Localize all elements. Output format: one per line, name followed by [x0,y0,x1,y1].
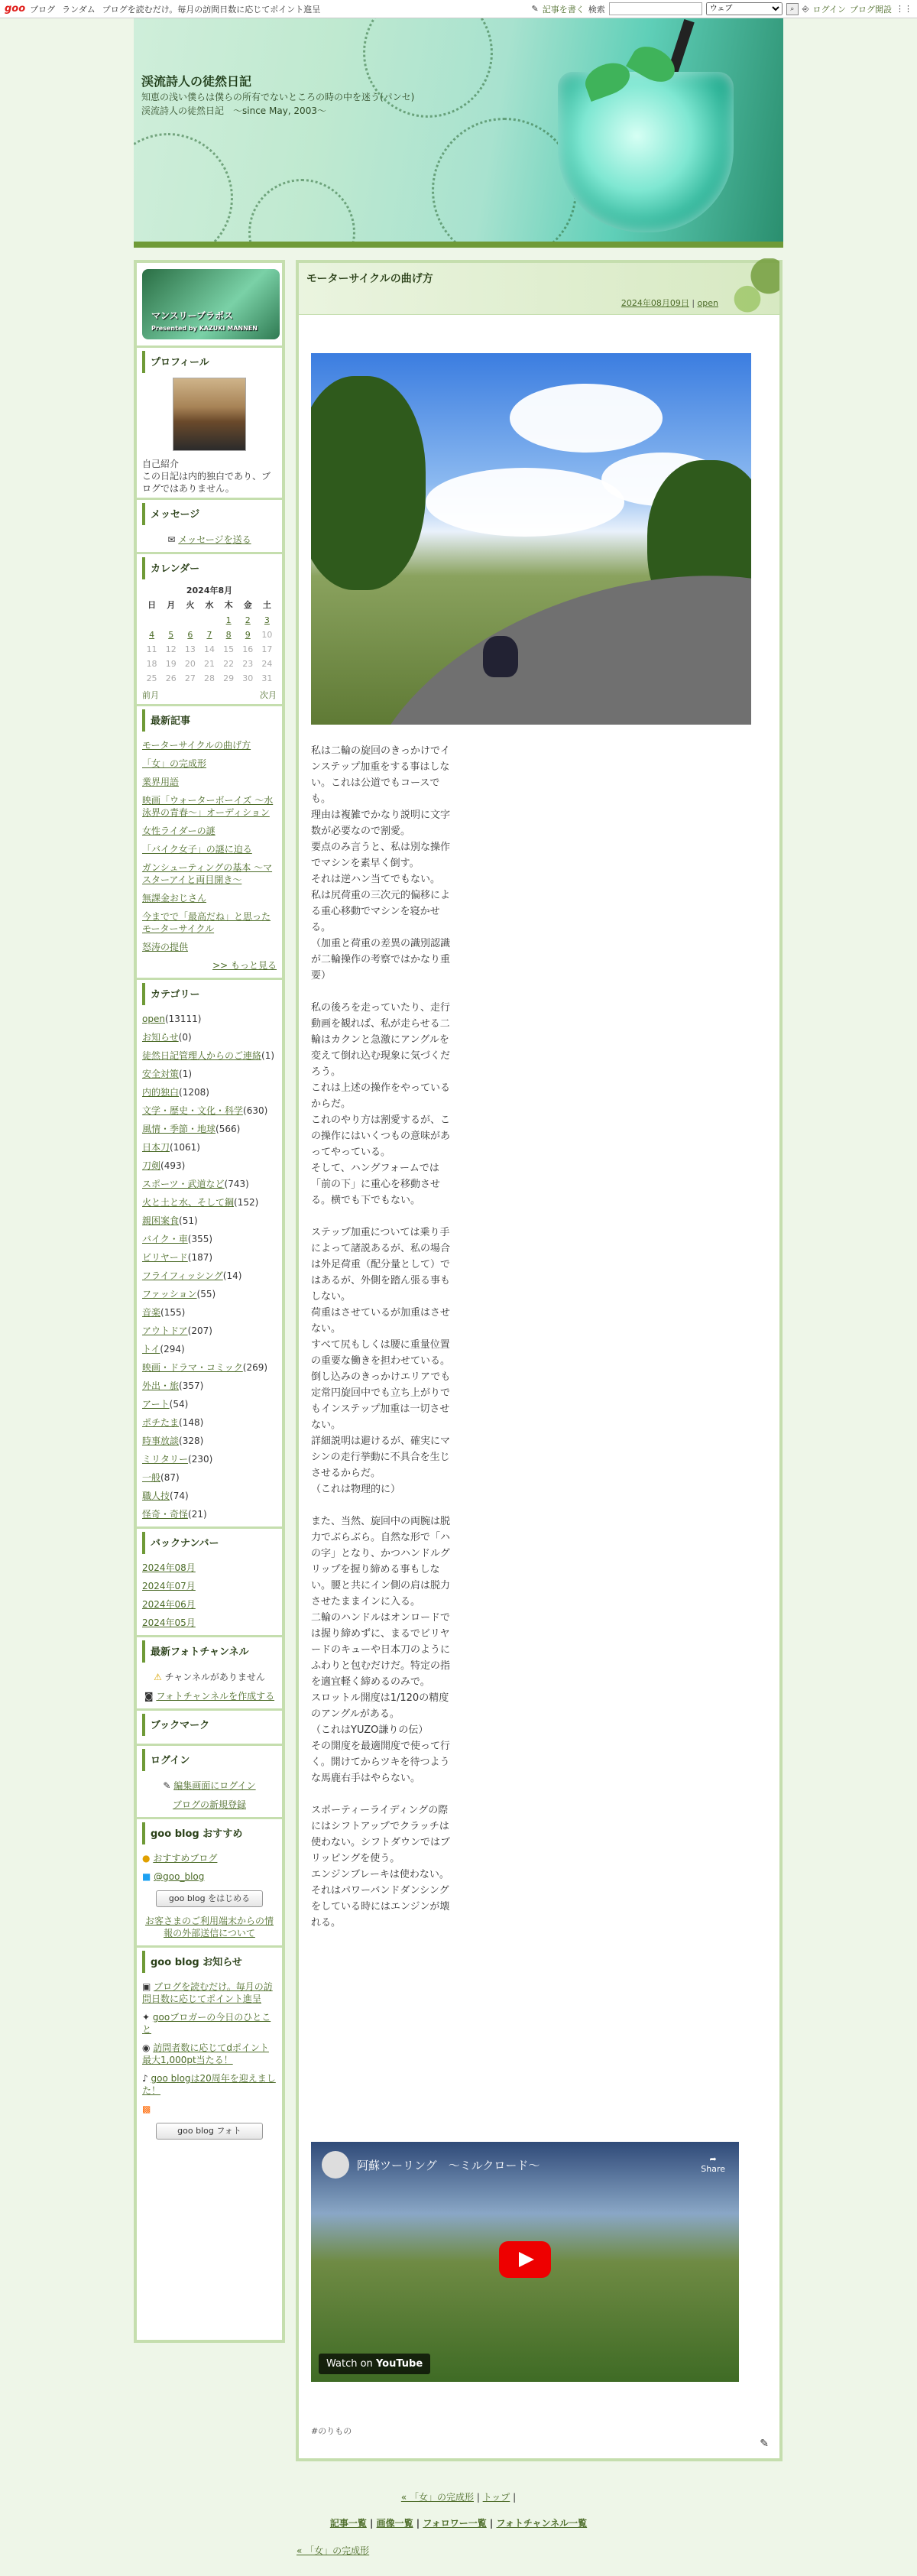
category-count: (14) [222,1270,242,1281]
calendar-day[interactable]: 1 [225,615,232,625]
calendar-table [142,596,277,686]
login-heading: ログイン [142,1749,277,1771]
entry-body: 私は二輪の旋回のきっかけでインステップ加重をする事はしない。これは公道でもコースでも。 理由は複雑でかなり説明に文字数が必要なので割愛。 要点のみ言うと、私は別な操作でマシンを素早く倒す。 それは逆ハン当てでもない。 私は尻荷重の三次元的偏移による重心移動でマシンを寝かせる。 （加重と荷重の差異の識別認識が二輪操作の考察ではかなり重要） 私の後ろを走っていたり、走行動画を観れば、私が走らせる二輪はカクンと急激にアングルを変えて倒れ込む現象に気づくだろう。 これは上述の操作をやっているからだ。 これのやり方は割愛するが、この操作にはいくつもの意味があってやっている。 そして、ハングフォームでは「前の下」に重心を移動させる。横でも下でもない。 ステップ加重については乗り手によって諸説あるが、私の場合は外足荷重（配分量として）ではあるが、外側を踏ん張る事もしない。 荷重はさせているが加重はさせない。 すべて尻もしくは腰に重量位置の重要な働きを担わせている。 倒し込みのきっかけエリアでも定常円旋回中でも立ち上がりでもインステップ加重は一切させない。 詳細説明は避けるが、確実にマシンの走行挙動に不具合を生じさせるからだ。 （これは物理的に） また、当然、旋回中の両腕は脱力でぶらぶら。自然な形で「ハの字」となり、かつハンドルグリップを握り締める事もしない。腰と共にイン側の肩は脱力させたままインに入る。 二輪のハンドルはオンロードでは握り締めずに、まるでビリヤードのキューや日本刀のようにふわりと包むだけだ。特定の指を適宜軽く締めるのみで。 スロットル開度は1/120の精度のアングルがある。 （これはYUZO謙りの伝） その開度を最適開度で使って行く。開けてからツキを待つような馬鹿右手はやらない。 スポーティーライディングの際にはシフトアップでクラッチは使わない。シフトダウンではブリッピングを使う。 エンジンブレーキは使わない。それはパワーバンドダンシングをしている時にはエンジンが壊れる。 [311,745,451,1929]
channel-avatar [322,2151,349,2179]
calendar-day: 19 [165,659,177,669]
category-link[interactable]: 文学・歴史・文化・科学 [142,1105,244,1116]
category-link[interactable]: 親困案食 [142,1215,180,1226]
category-link[interactable]: アウトドア [142,1325,188,1336]
category-count: (87) [160,1472,180,1483]
message-heading: メッセージ [142,503,277,525]
calendar-day: 29 [223,673,235,683]
watch-on-youtube-button[interactable] [319,2354,430,2374]
sidebar [134,260,285,2343]
category-link[interactable]: open [142,1014,165,1024]
category-link[interactable]: ビリヤード [142,1252,188,1263]
menu-grid-icon[interactable]: ⋮⋮ [896,4,912,14]
category-count: (207) [187,1325,212,1336]
login-icon: ⎆ [802,3,809,14]
article-list-link[interactable]: 記事一覧 [329,2518,367,2529]
calendar-day[interactable]: 6 [187,630,193,640]
category-count: (152) [234,1197,259,1208]
calendar-prev-link[interactable]: 前月 [142,690,159,700]
news-box [137,1945,282,2147]
calendar-day: 31 [261,673,273,683]
youtube-logo: YouTube [375,2358,423,2370]
recommend-heading: goo blog おすすめ [142,1822,277,1844]
bookmark-box [137,1708,282,1744]
header-divider [134,242,783,248]
calendar-day[interactable]: 9 [245,630,251,640]
entry-tag[interactable]: #のりもの [311,2426,352,2436]
video-title[interactable]: 阿蘇ツーリング ～ミルクロード～ [357,2159,540,2172]
category-count: (21) [188,1509,207,1520]
blog-description: 知恵の浅い僕らは僕らの所有でないところの時の中を迷う(パンセ) 渓流詩人の徒然日記 ～since May, 2003～ [141,92,424,116]
login-box [137,1744,282,1817]
calendar-day[interactable]: 2 [245,615,251,625]
calendar-day: 11 [146,644,157,654]
calendar-day: 28 [203,673,215,683]
category-link[interactable]: 時事放談 [142,1436,180,1446]
weekday-label: 土 [262,600,271,610]
recommended-blogs-link[interactable]: おすすめブログ [153,1853,218,1864]
calendar-day[interactable]: 8 [225,630,232,640]
lace-decoration [134,133,233,248]
toolbar-link-random[interactable]: ランダム [62,4,96,15]
calendar-day: 23 [242,659,254,669]
entry-container [296,260,783,2461]
youtube-embed[interactable] [311,2142,739,2382]
category-count: (155) [160,1307,186,1318]
entry-category-link[interactable]: open [697,298,718,308]
category-count: (1) [179,1069,193,1079]
tree-shape [311,376,426,590]
category-link[interactable]: 日本刀 [142,1142,170,1153]
calendar-day: 22 [223,659,235,669]
entry-header [299,263,779,315]
pencil-icon: ✎ [163,1780,171,1791]
camera-icon: ◙ [144,1691,154,1702]
login-link[interactable]: ログイン [812,4,846,15]
goo-toolbar [0,0,917,18]
avatar[interactable] [173,378,246,451]
photo-channel-list-link[interactable]: フォトチャンネル一覧 [496,2518,588,2529]
category-link[interactable]: ミリタリー [142,1454,189,1465]
category-count: (493) [160,1160,186,1171]
category-count: (630) [243,1105,268,1116]
play-button[interactable] [499,2241,551,2278]
category-link[interactable]: 徒然日記管理人からのご連絡 [142,1050,262,1061]
recent-post-link[interactable]: 映画「ウォーターボーイズ ～水泳界の青春～」オーディション [142,795,274,818]
nav-separator: | [474,2492,483,2503]
monthly-banner[interactable] [142,269,280,339]
news-link[interactable]: ブログを読むだけ。毎月の訪問日数に応じてポイント進呈 [142,1981,273,2004]
search-label: 検索 [588,4,605,15]
pencil-icon: ✎ [531,4,539,14]
create-photo-channel-link[interactable]: フォトチャンネルを作成する [156,1691,275,1702]
lace-decoration [248,179,355,248]
category-link[interactable]: 音楽 [142,1307,161,1318]
recent-posts-heading: 最新記事 [142,709,277,732]
send-message-link[interactable]: メッセージを送る [178,534,251,545]
share-icon: ➦ [709,2154,717,2164]
top-link[interactable]: トップ [482,2492,510,2503]
twitter-icon: ■ [142,1871,151,1882]
calendar-day: 13 [184,644,196,654]
category-count: (0) [178,1032,192,1043]
calendar-day: 15 [223,644,235,654]
category-link[interactable]: お知らせ [142,1032,179,1043]
category-count: (55) [196,1289,216,1299]
rss-icon[interactable]: ▩ [142,2104,151,2114]
weekday-label: 火 [186,600,195,610]
entry-meta [621,297,718,309]
search-scope-select[interactable] [706,2,783,15]
entry-date-link[interactable]: 2024年08月09日 [621,298,689,308]
weekday-label: 木 [224,600,233,610]
recent-more-link[interactable]: >> もっと見る [212,960,277,971]
register-blog-link[interactable]: ブログの新規登録 [172,1799,246,1810]
edit-login-link[interactable]: 編集画面にログイン [173,1780,256,1791]
recent-post-link[interactable]: ガンシューティングの基本 ～マスターアイと両目開き～ [142,862,273,885]
category-count: (74) [170,1491,189,1501]
calendar-day[interactable]: 4 [149,630,155,640]
backnumber-box [137,1526,282,1635]
calendar-day [161,613,180,628]
goo-logo[interactable]: goo [5,3,26,15]
blog-header [134,18,783,248]
category-count: (230) [188,1454,213,1465]
category-count: (1061) [170,1142,200,1153]
calendar-day[interactable]: 5 [168,630,174,640]
recent-post-link[interactable]: 女性ライダーの謎 [142,826,215,836]
category-count: (51) [179,1215,198,1226]
envelope-icon: ✉ [167,534,176,545]
toolbar-right [532,2,912,15]
bookmark-heading: ブックマーク [142,1714,277,1736]
image-list-link[interactable]: 画像一覧 [376,2518,413,2529]
calendar-day: 27 [184,673,196,683]
category-link[interactable]: 火と土と水、そして鋼 [142,1197,235,1208]
edit-pencil-icon[interactable]: ✎ [760,2438,769,2450]
news-link[interactable]: gooブロガーの今日のひとこと [142,2012,271,2035]
backnumber-link[interactable]: 2024年06月 [142,1599,196,1610]
calendar-day: 20 [184,659,196,669]
category-link[interactable]: 内的独白 [142,1087,180,1098]
motorcycle-shape [483,636,518,677]
news-icon: ◉ [142,2042,151,2053]
category-count: (148) [179,1417,204,1428]
share-button[interactable] [701,2154,725,2174]
category-count: (187) [187,1252,213,1263]
calendar-day: 17 [261,644,273,654]
category-count: (1208) [179,1087,209,1098]
category-link[interactable]: ファッション [142,1289,197,1299]
photo-channel-heading: 最新フォトチャンネル [142,1640,277,1663]
meta-separator: | [689,298,698,308]
search-icon[interactable]: ⌕ [786,3,799,15]
no-channel-text: チャンネルがありません [164,1672,265,1682]
twitter-link[interactable]: @goo_blog [154,1871,205,1882]
banner-box [137,263,282,346]
category-link[interactable]: 職人技 [142,1491,170,1501]
calendar-day [142,613,161,628]
profile-heading: プロフィール [142,351,277,373]
category-count: (54) [169,1399,189,1410]
category-count: (357) [179,1380,204,1391]
recent-post-link[interactable]: 無課金おじさん [142,893,207,904]
news-icon: ♪ [142,2073,148,2084]
category-count: (269) [242,1362,268,1373]
calendar-day: 10 [261,630,273,640]
backnumber-heading: バックナンバー [142,1532,277,1554]
category-link[interactable]: 外出・旅 [142,1380,180,1391]
category-link[interactable]: バイク・車 [142,1234,188,1244]
recent-post-link[interactable]: 今までで「最高だね」と思ったモーターサイクル [142,911,271,934]
calendar-month: 2024年8月 [186,586,233,595]
motorcycle-road-photo[interactable] [311,353,751,725]
data-notice-link[interactable]: お客さまのご利用端末からの情報の外部送信について [144,1916,274,1938]
recent-post-link[interactable]: 業界用語 [142,777,180,787]
calendar-heading: カレンダー [142,557,277,579]
category-count: (13111) [164,1014,202,1024]
profile-label: 自己紹介 [142,459,180,469]
recent-post-link[interactable]: 「女」の完成形 [142,758,207,769]
profile-box [137,346,282,498]
news-icon: ✦ [142,2012,151,2023]
prev-entry-link[interactable]: « 「女」の完成形 [400,2492,474,2503]
calendar-next-link[interactable]: 次月 [260,690,277,700]
mint-drink-image [558,72,734,232]
nav-separator: | [510,2492,517,2503]
category-count: (294) [160,1344,185,1355]
calendar-day: 14 [203,644,215,654]
category-count: (1) [261,1050,275,1061]
banner-title: マンスリーブラポス [151,310,234,321]
follower-list-link[interactable]: フォロワー一覧 [423,2518,487,2529]
goo-blog-photo-button[interactable]: goo blog フォト [156,2123,263,2140]
category-link[interactable]: 怪奇・奇怪 [142,1509,189,1520]
write-article-link[interactable]: 記事を書く [542,4,585,15]
calendar-day: 18 [146,659,157,669]
calendar-day: 16 [242,644,254,654]
recent-posts-box [137,704,282,978]
calendar-day: 24 [261,659,273,669]
weekday-label: 月 [167,600,176,610]
leaf-corner-decoration [726,258,779,316]
category-box [137,978,282,1526]
calendar-day[interactable]: 7 [206,630,212,640]
backnumber-link[interactable]: 2024年08月 [142,1562,196,1573]
recent-post-link[interactable]: 怒涛の提供 [142,942,189,952]
lightbulb-icon: ● [142,1853,151,1864]
blog-start-link[interactable]: ブログ開設 [850,4,892,15]
weekday-label: 日 [147,600,157,610]
backnumber-link[interactable]: 2024年05月 [142,1617,196,1628]
backnumber-link[interactable]: 2024年07月 [142,1581,196,1591]
category-link[interactable]: 映画・ドラマ・コミック [142,1362,243,1373]
start-goo-blog-button[interactable]: goo blog をはじめる [156,1890,263,1907]
category-link[interactable]: 刀剣 [142,1160,161,1171]
cloud-shape [426,468,624,537]
watch-on-label: Watch on [326,2358,373,2370]
category-link[interactable]: フライフィッシング [142,1270,223,1281]
recommend-box [137,1817,282,1945]
calendar-day [180,613,199,628]
calendar-day: 21 [203,659,215,669]
category-link[interactable]: スポーツ・武道など [142,1179,225,1189]
weekday-label: 金 [243,600,252,610]
warning-icon: ⚠ [154,1672,162,1682]
recent-post-link[interactable]: 「バイク女子」の謎に迫る [142,844,252,855]
category-count: (566) [215,1124,241,1134]
recent-post-link[interactable]: モーターサイクルの曲げ方 [142,740,251,751]
calendar-day: 30 [242,673,254,683]
cloud-shape [510,384,663,453]
banner-subtitle: Presented by KAZUKI MANNEN [151,325,258,332]
calendar-day: 25 [146,673,157,683]
calendar-day [199,613,219,628]
weekday-label: 水 [205,600,214,610]
lace-decoration [432,118,577,248]
news-icon: ▣ [142,1981,151,1992]
calendar-day: 26 [165,673,177,683]
blog-title[interactable]: 渓流詩人の徒然日記 [141,74,252,89]
news-link[interactable]: goo blogは20周年を迎えました！ [142,2073,276,2096]
news-link[interactable]: 訪問者数に応じてdポイント最大1,000pt当たる！ [142,2042,269,2065]
bottom-prev-nav [296,2544,369,2557]
message-box [137,498,282,552]
category-link[interactable]: 風情・季節・地球 [142,1124,216,1134]
category-heading: カテゴリー [142,983,277,1005]
calendar-day: 12 [165,644,177,654]
share-label: Share [701,2164,725,2174]
category-count: (743) [224,1179,249,1189]
category-link[interactable]: アート [142,1399,170,1410]
bottom-prev-entry-link[interactable]: « 「女」の完成形 [296,2545,370,2556]
list-links: 記事一覧 | 画像一覧 | フォロワー一覧 | フォトチャンネル一覧 [329,2518,588,2529]
category-link[interactable]: トイ [142,1344,160,1355]
toolbar-link-points[interactable]: ブログを読むだけ。毎月の訪問日数に応じてポイント進呈 [102,4,321,15]
calendar-box [137,552,282,704]
category-link[interactable]: ポチたま [142,1417,180,1428]
photo-channel-box [137,1635,282,1708]
category-count: (328) [179,1436,204,1446]
category-link[interactable]: 安全対策 [142,1069,180,1079]
entry-title[interactable]: モーターサイクルの曲げ方 [306,273,433,285]
calendar-day[interactable]: 3 [264,615,270,625]
category-link[interactable]: 一般 [142,1472,161,1483]
entry-navigation [0,2490,917,2503]
toolbar-link-blog[interactable]: ブログ [30,4,56,15]
search-input[interactable] [609,2,702,15]
category-count: (355) [187,1234,213,1244]
profile-text: この日記は内的独白であり、ブログではありません。 [142,471,271,494]
news-heading: goo blog お知らせ [142,1951,277,1973]
